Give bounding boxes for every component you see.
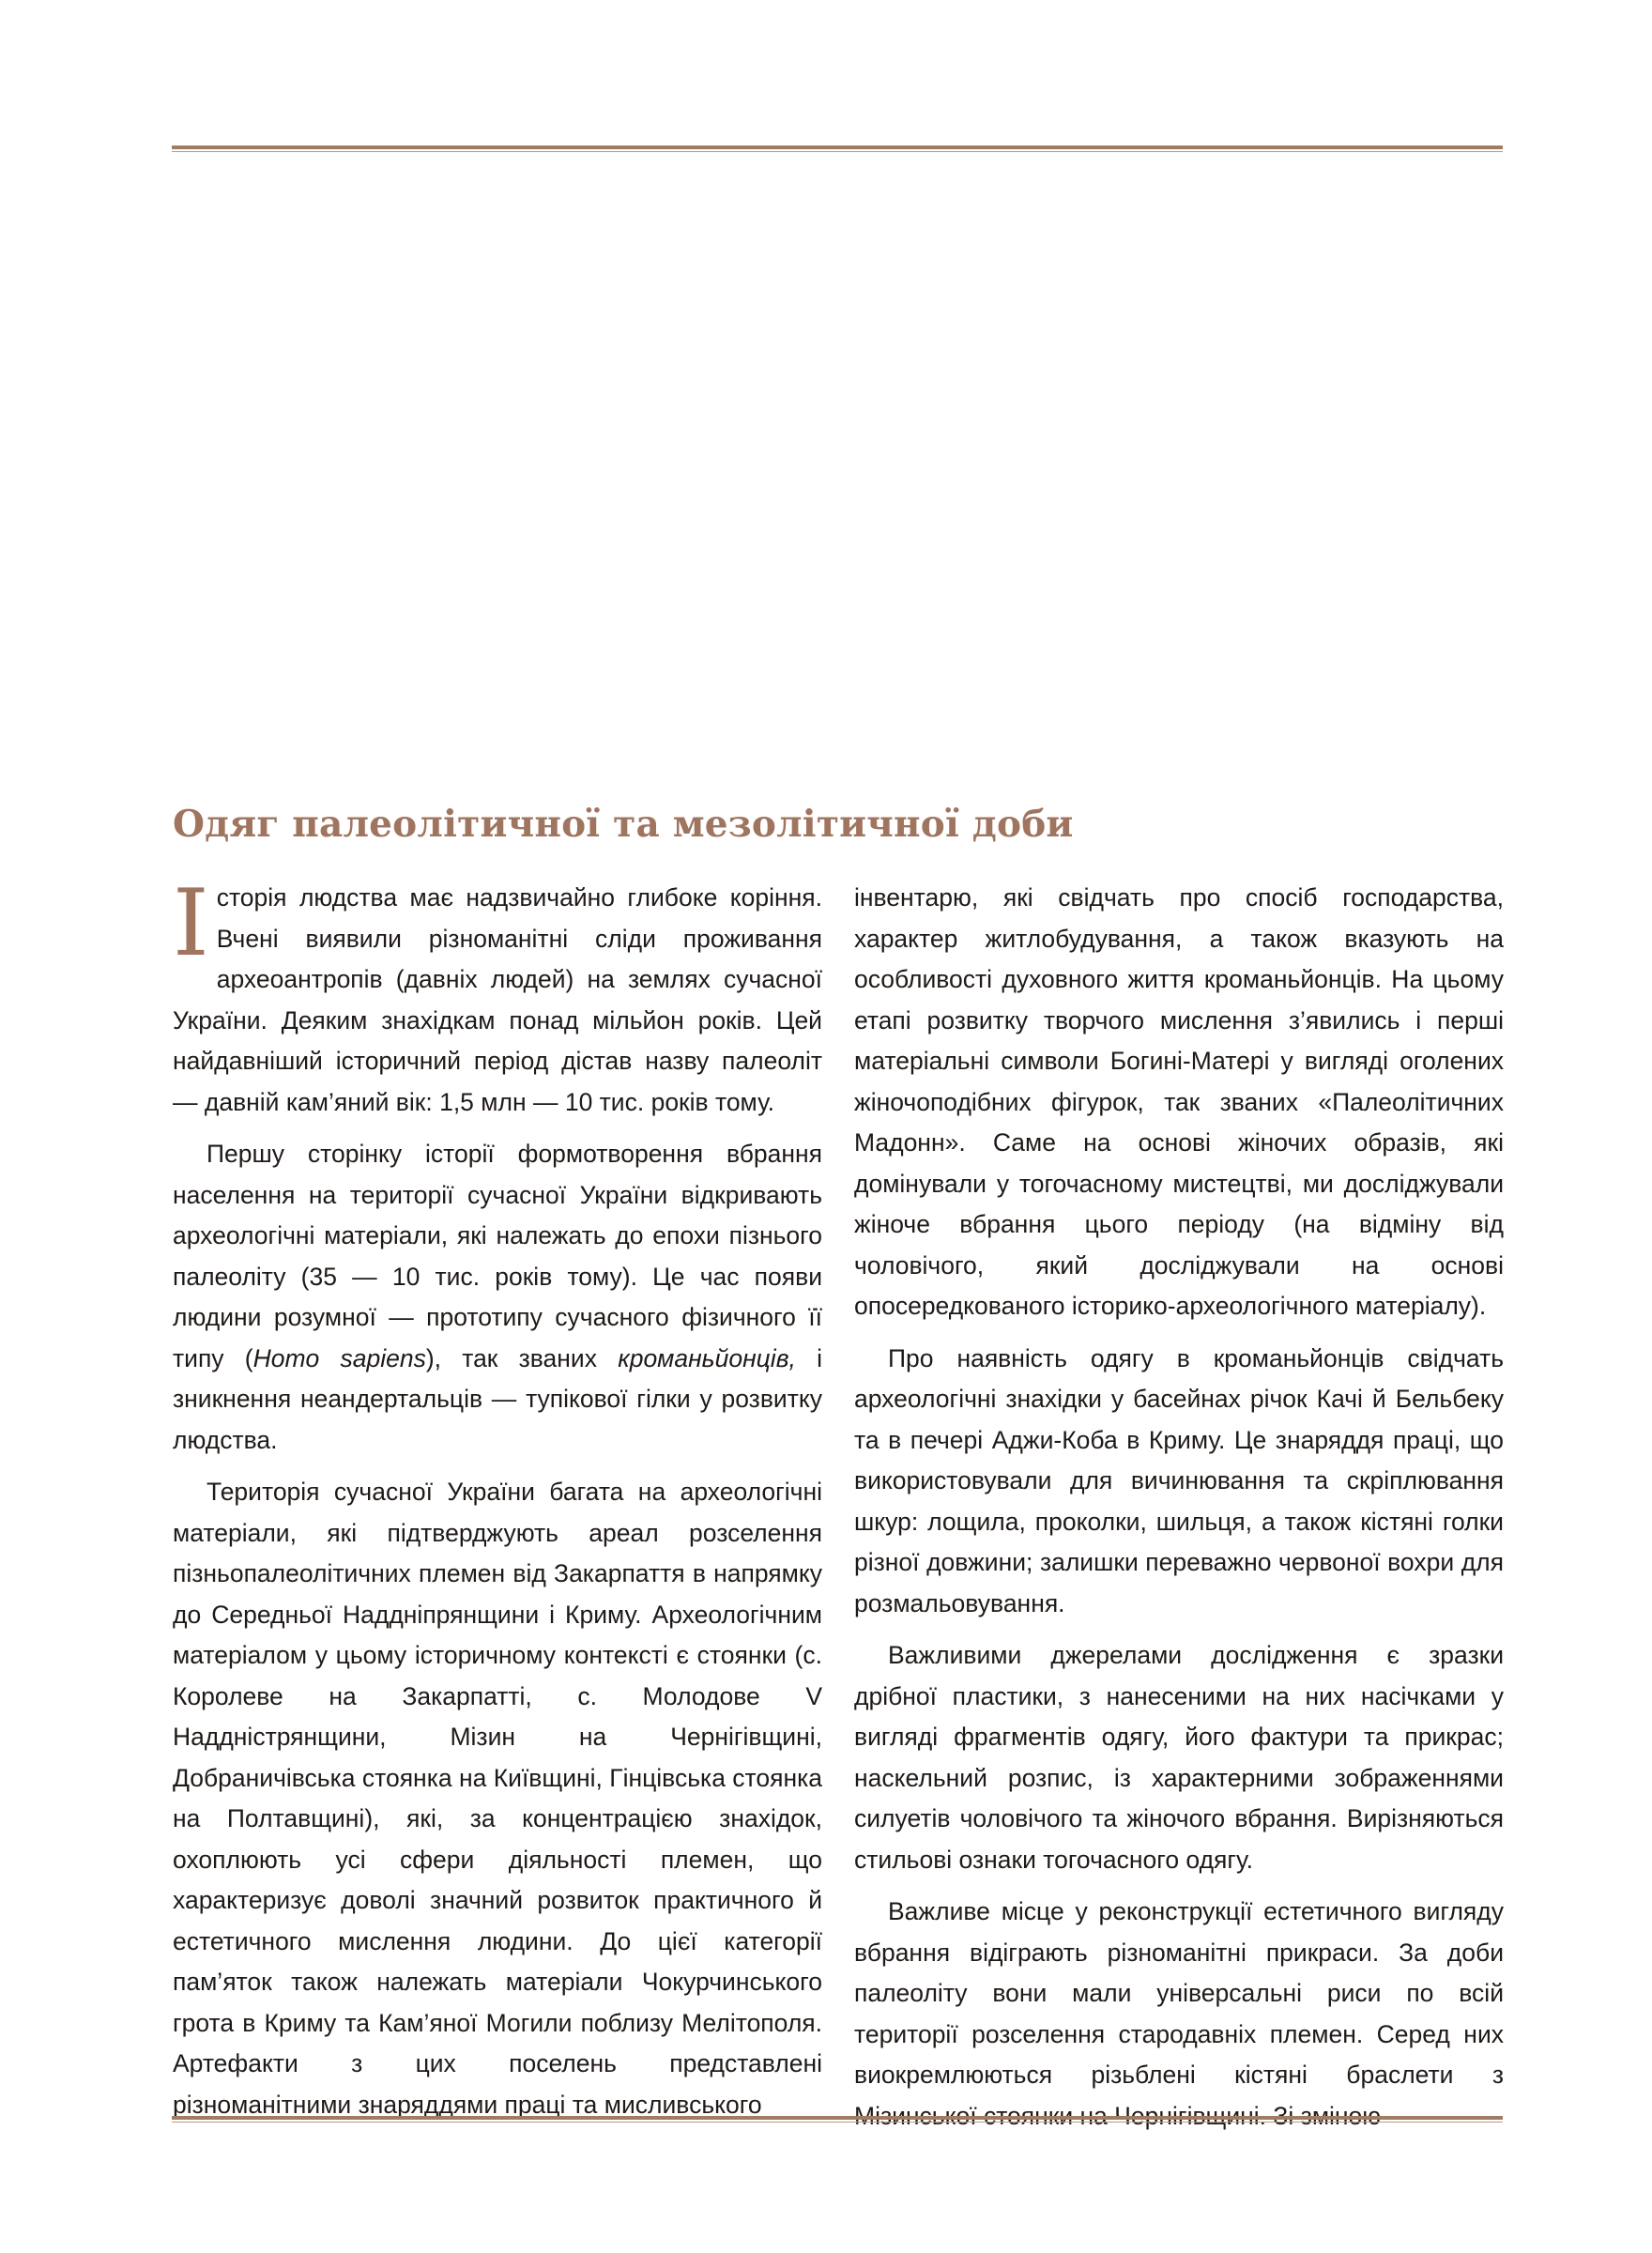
paragraph-ornaments: Важливе місце у реконструкції естетичного вигляду вбрання відіграють різноманітні прикраси. За доби палеоліту вони мали універсальні риси по всій території розселення стародавніх племен. Серед них виокремлюються різьблені кістяні браслети з Мізинської стоянки на Чернігівщині. Зі зміною bbox=[854, 1897, 1504, 2130]
homo-sapiens-term: Homo sapiens bbox=[252, 1343, 426, 1372]
section-heading: Одяг палеолітичної та мезолітичної доби bbox=[173, 803, 1074, 846]
cromagnon-term: кроманьйонців, bbox=[618, 1343, 796, 1372]
paragraph-clothing-evidence: Про наявність одягу в кроманьйонців свідчать археологічні знахідки у басейнах річок Качі й Бельбеку та в печері Аджи-Коба в Криму. Це знаряддя праці, що використовували для вичинювання та скріплювання шкур: лощила, проколки, шильця, а також кістяні голки різної довжини; залишки переважно червоної вохри для розмальовування. bbox=[854, 1343, 1504, 1617]
paragraph-cromagnon: Першу сторінку історії формотворення вбрання населення на території сучасної України відкривають археологічні матеріали, які належать до епохи пізнього палеоліту (35 — 10 тис. років тому). Це час появи людини розумної — прототипу сучасного фізичного її типу (Homo sapiens), так званих кроманьйонців, і зникнення неандертальців — тупікової гілки у розвитку людства. bbox=[173, 1140, 823, 1454]
paragraph-sources: Важливими джерелами дослідження є зразки дрібної пластики, з нанесеними на них насічками у вигляді фрагментів одягу, його фактури та прикрас; наскельний розпис, із характерними зображеннями силуетів чоловічого та жіночого вбрання. Вирізняються стильові ознаки тогочасного одягу. bbox=[854, 1641, 1504, 1874]
intro-text: сторія людства має надзвичайно глибоке коріння. Вчені виявили різноманітні сліди проживання археоантропів (давніх людей) на землях сучасної України. Деяким знахідкам понад мільйон років. Цей найдавніший історичний період дістав назву палеоліт — давній кам’яний вік: 1,5 млн — 10 тис. років тому. bbox=[173, 883, 822, 1116]
bottom-rule bbox=[172, 2116, 1503, 2123]
left-column bbox=[173, 870, 823, 2137]
paragraph-intro bbox=[173, 870, 822, 1123]
paragraph-sites: Територія сучасної України багата на археологічні матеріали, які підтверджують ареал розселення пізньопалеолітичних племен від Закарпаття в напрямку до Середньої Наддніпрянщини і Криму. Археологічним матеріалом у цьому історичному контексті є стоянки (с. Королеве на Закарпатті, с. Молодове V Наддністрянщини, Мізин на Чернігівщині, Добраничівська стоянка на Київщині, Гінцівська стоянка на Полтавщині), які, за концентрацією знахідок, охоплюють усі сфери діяльності племен, що характеризує доволі значний розвиток практичного й естетичного мислення людини. До цієї категорії пам’яток також належать матеріали Чокурчинського грота в Криму та Кам’яної Могили поблизу Мелітополя. Артефакти з цих поселень представлені різноманітними знаряддями праці та мисливського bbox=[173, 1478, 823, 2119]
top-rule bbox=[172, 146, 1503, 152]
right-column bbox=[854, 878, 1504, 2148]
drop-cap: І bbox=[173, 870, 209, 977]
paragraph-continuation: інвентарю, які свідчать про спосіб господарства, характер житлобудування, а також вказують на особливості духовного життя кроманьйонців. На цьому етапі розвитку творчого мислення з’явились і перші матеріальні символи Богині-Матері у вигляді оголених жіночоподібних фігурок, так званих «Палеолітичних Мадонн». Саме на основі жіночих образів, які домінували у тогочасному мистецтві, ми досліджували жіноче вбрання цього періоду (на відміну від чоловічого, який досліджували на основі опосередкованого історико-археологічного матеріалу). bbox=[854, 883, 1504, 1320]
